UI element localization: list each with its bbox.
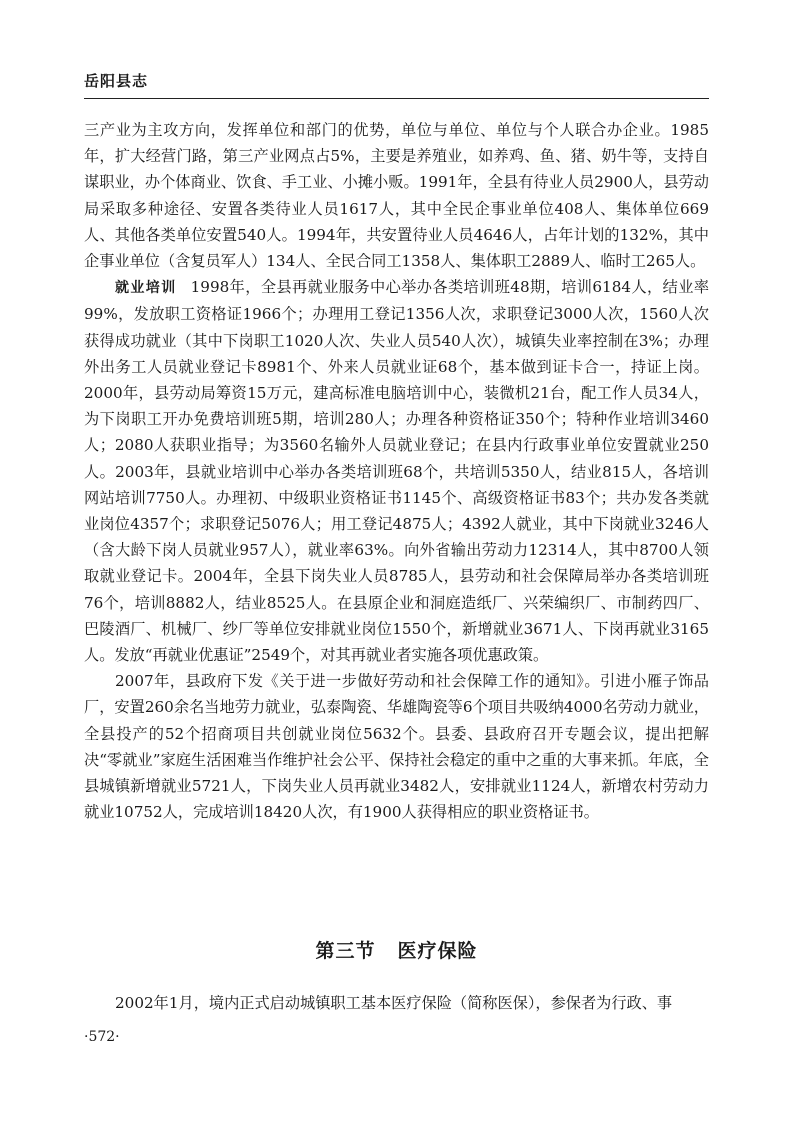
paragraph-3: 2007年，县政府下发《关于进一步做好劳动和社会保障工作的通知》。引进小雁子饰品厂，安置260余名当地劳力就业，弘泰陶瓷、华雄陶瓷等6个项目共吸纳4000名劳动力就业，全县投产的52个招商项目共创就业岗位5632个。县委、县政府召开专题会议，提出把解决“零就业”家庭生活困难当作维护社会公平、保持社会稳定的重中之重的大事来抓。年底，全县城镇新增就业5721人，下岗失业人员再就业3482人，安排就业1124人，新增农村劳动力就业10752人，完成培训18420人次，有1900人获得相应的职业资格证书。 bbox=[84, 672, 709, 822]
header-rule bbox=[84, 98, 709, 99]
paragraph-2-lead-term: 就业培训 bbox=[115, 280, 177, 297]
paragraph-2-body: 1998年，全县再就业服务中心举办各类培训班48期，培训6184人，结业率99%，发放职工资格证1966个；办理用工登记1356人次，求职登记3000人次，1560人次获得成功就业（其中下岗职工1020人次、失业人员540人次），城镇失业率控制在3%；办理外出务工人员就业登记卡8981个、外来人员就业证68个，基本做到证卡合一，持证上岗。2000年，县劳动局筹资15万元，建高标准电脑培训中心，装微机21台，配工作人员34人，为下岗职工开办免费培训班5期，培训280人；办理各种资格证350个；特种作业培训3460人；2080人获职业指导；为3560名输外人员就业登记；在县内行政事业单位安置就业250人。2003年，县就业培训中心举办各类培训班68个，共培训5350人，结业815人，各培训网站培训7750人。办理初、中级职业资格证书1145个、高级资格证书83个；共办发各类就业岗位4357个；求职登记5076人；用工登记4875人；4392人就业，其中下岗就业3246人（含大龄下岗人员就业957人），就业率63%。向外省输出劳动力12314人，其中8700人领取就业登记卡。2004年，全县下岗失业人员8785人，县劳动和社会保障局举办各类培训班76个，培训8882人，结业8525人。在县原企业和洞庭造纸厂、兴荣编织厂、市制药四厂、巴陵酒厂、机械厂、纱厂等单位安排就业岗位1550个，新增就业3671人、下岗再就业3165人。发放“再就业优惠证”2549个，对其再就业者实施各项优惠政策。 bbox=[84, 278, 710, 665]
section-title-text: 医疗保险 bbox=[397, 940, 478, 962]
main-text bbox=[84, 117, 709, 825]
paragraph-2 bbox=[84, 274, 709, 668]
section-number: 第三节 bbox=[315, 940, 376, 962]
paragraph-1: 三产业为主攻方向，发挥单位和部门的优势，单位与单位、单位与个人联合办企业。1985年，扩大经营门路，第三产业网点占5%，主要是养殖业，如养鸡、鱼、猪、奶牛等，支持自谋职业，办个体商业、饮食、手工业、小摊小贩。1991年，全县有待业人员2900人，县劳动局采取多种途径、安置各类待业人员1617人，其中全民企事业单位408人、集体单位669人、其他各类单位安置540人。1994年，共安置待业人员4646人，占年计划的132%，其中企事业单位（含复员军人）134人、全民合同工1358人、集体职工2889人、临时工265人。 bbox=[84, 121, 709, 271]
section-text bbox=[84, 990, 709, 1016]
paragraph-4: 2002年1月，境内正式启动城镇职工基本医疗保险（简称医保），参保者为行政、事 bbox=[115, 994, 673, 1012]
page-number: ·572· bbox=[84, 1029, 120, 1045]
running-head-title: 岳阳县志 bbox=[84, 72, 149, 90]
section-heading bbox=[84, 936, 709, 963]
